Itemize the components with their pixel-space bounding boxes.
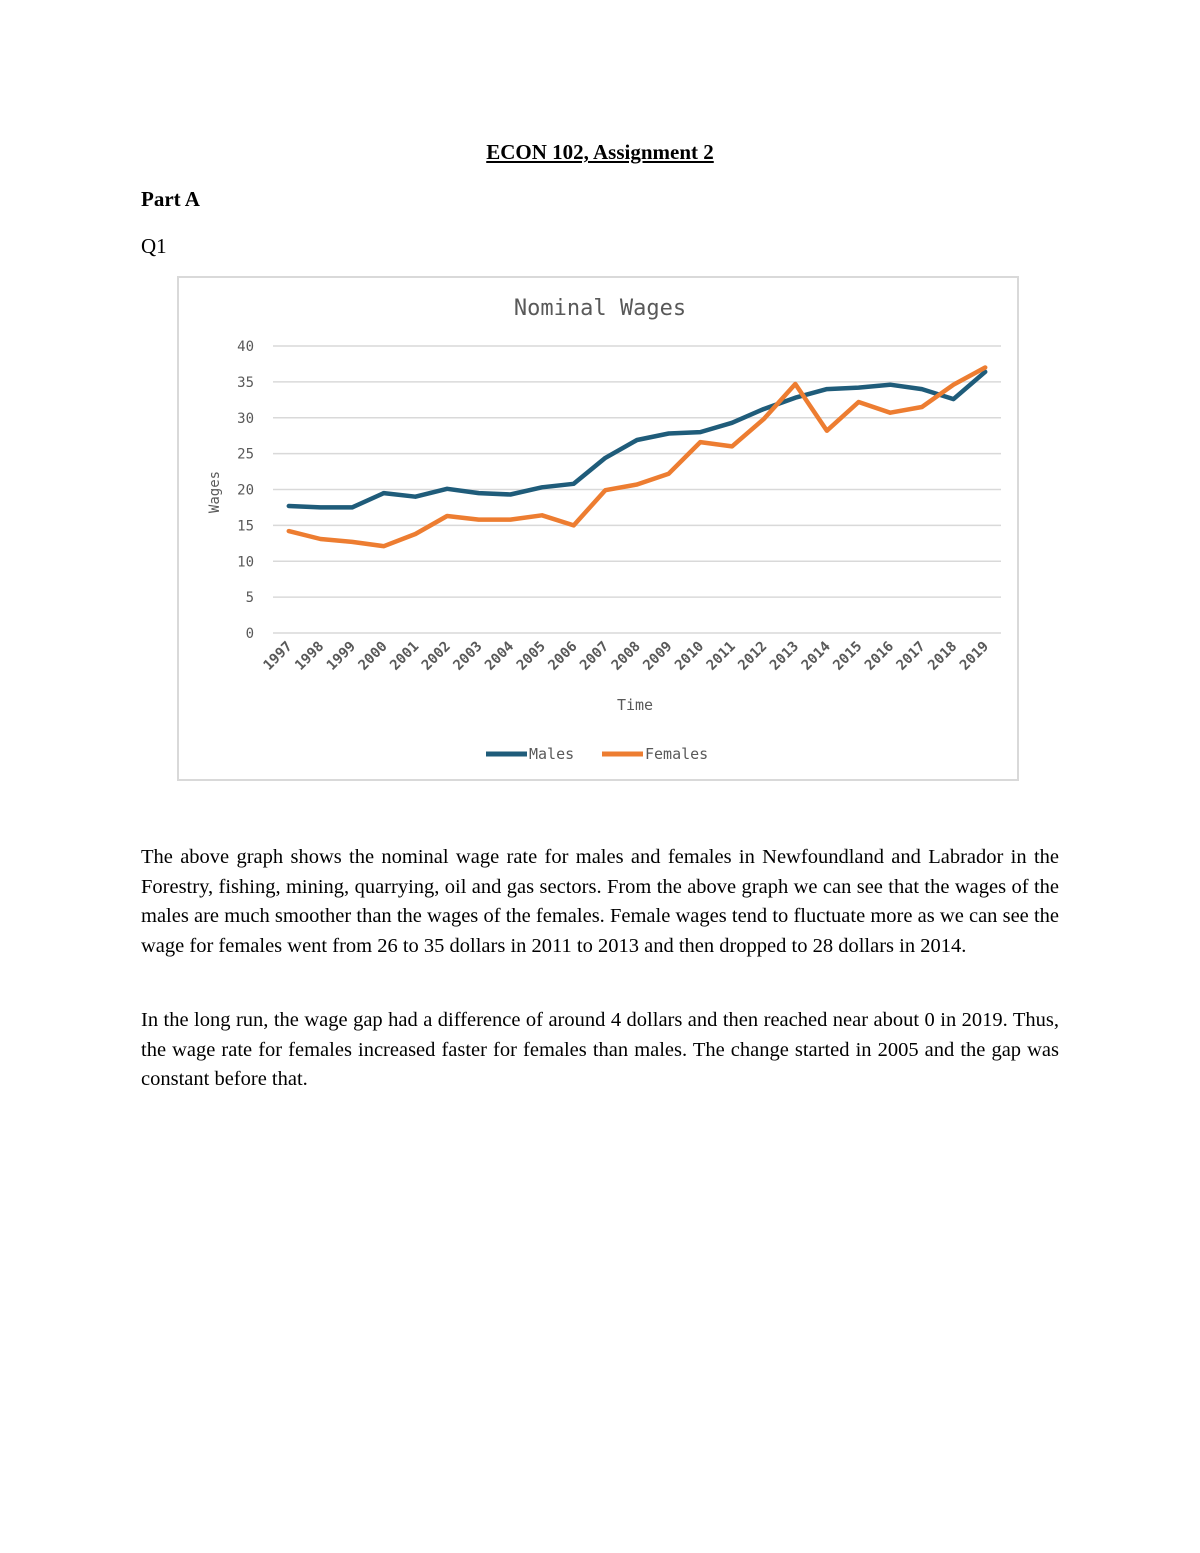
paragraph-2: In the long run, the wage gap had a difference of around 4 dollars and then reached near about 0 in 2019. Thus, the wage rate for females increased faster for females than males. The change started in 2005 and the gap was constant before that. [141,1009,1059,1090]
x-tick-2014: 2014 [798,638,834,674]
x-tick-2007: 2007 [577,638,613,674]
x-tick-2015: 2015 [830,638,866,674]
x-tick-labels [260,639,992,674]
series-line-females [289,368,985,547]
x-tick-2010: 2010 [671,638,708,674]
y-tick-10: 10 [237,554,254,571]
x-tick-2003: 2003 [450,638,486,674]
nominal-wages-chart [177,276,1019,781]
x-tick-2019: 2019 [956,638,993,674]
y-axis-label: Wages [207,470,223,514]
x-tick-1997: 1997 [260,638,296,674]
x-tick-2009: 2009 [640,638,676,674]
x-tick-2017: 2017 [893,638,929,674]
y-tick-labels [237,339,254,642]
y-tick-40: 40 [237,339,254,355]
y-tick-30: 30 [237,410,254,427]
x-tick-2011: 2011 [703,638,739,674]
x-tick-1999: 1999 [323,638,359,674]
x-tick-2004: 2004 [482,638,518,674]
x-tick-2008: 2008 [608,638,644,674]
x-tick-1998: 1998 [292,638,328,674]
x-tick-2012: 2012 [735,638,771,674]
y-tick-35: 35 [237,374,254,391]
x-tick-2005: 2005 [513,638,549,674]
y-tick-20: 20 [237,482,254,499]
chart-title: Nominal Wages [513,296,687,321]
x-tick-2006: 2006 [545,638,581,674]
y-tick-25: 25 [237,446,254,463]
paragraph-1: The above graph shows the nominal wage rate for males and females in Newfoundland and Labrador in the Forestry, fishing, mining, quarrying, oil and gas sectors. From the above graph we can see that the wages of the males are much smoother than the wages of the females. Female wages tend to fluctuate more as we can see the wage for females went from 26 to 35 dollars in 2011 to 2013 and then dropped to 28 dollars in 2014. [141,846,1059,957]
x-tick-2000: 2000 [355,638,391,674]
chart-svg [179,278,1017,779]
series-lines [289,368,985,547]
y-tick-15: 15 [237,518,254,535]
x-tick-2016: 2016 [861,638,898,674]
y-tick-0: 0 [245,626,254,642]
x-tick-2001: 2001 [387,638,423,674]
x-tick-2013: 2013 [766,638,803,674]
series-line-males [289,372,985,508]
document-title: ECON 102, Assignment 2 [486,140,714,164]
gridlines [273,346,1001,633]
legend-label-females: Females [645,745,709,763]
question-label: Q1 [141,234,167,258]
x-tick-2002: 2002 [418,638,454,674]
legend [486,745,708,763]
legend-label-males: Males [529,745,575,763]
x-axis-label: Time [616,696,654,714]
x-tick-2018: 2018 [925,638,961,674]
y-tick-5: 5 [245,590,254,607]
part-heading: Part A [141,187,200,211]
